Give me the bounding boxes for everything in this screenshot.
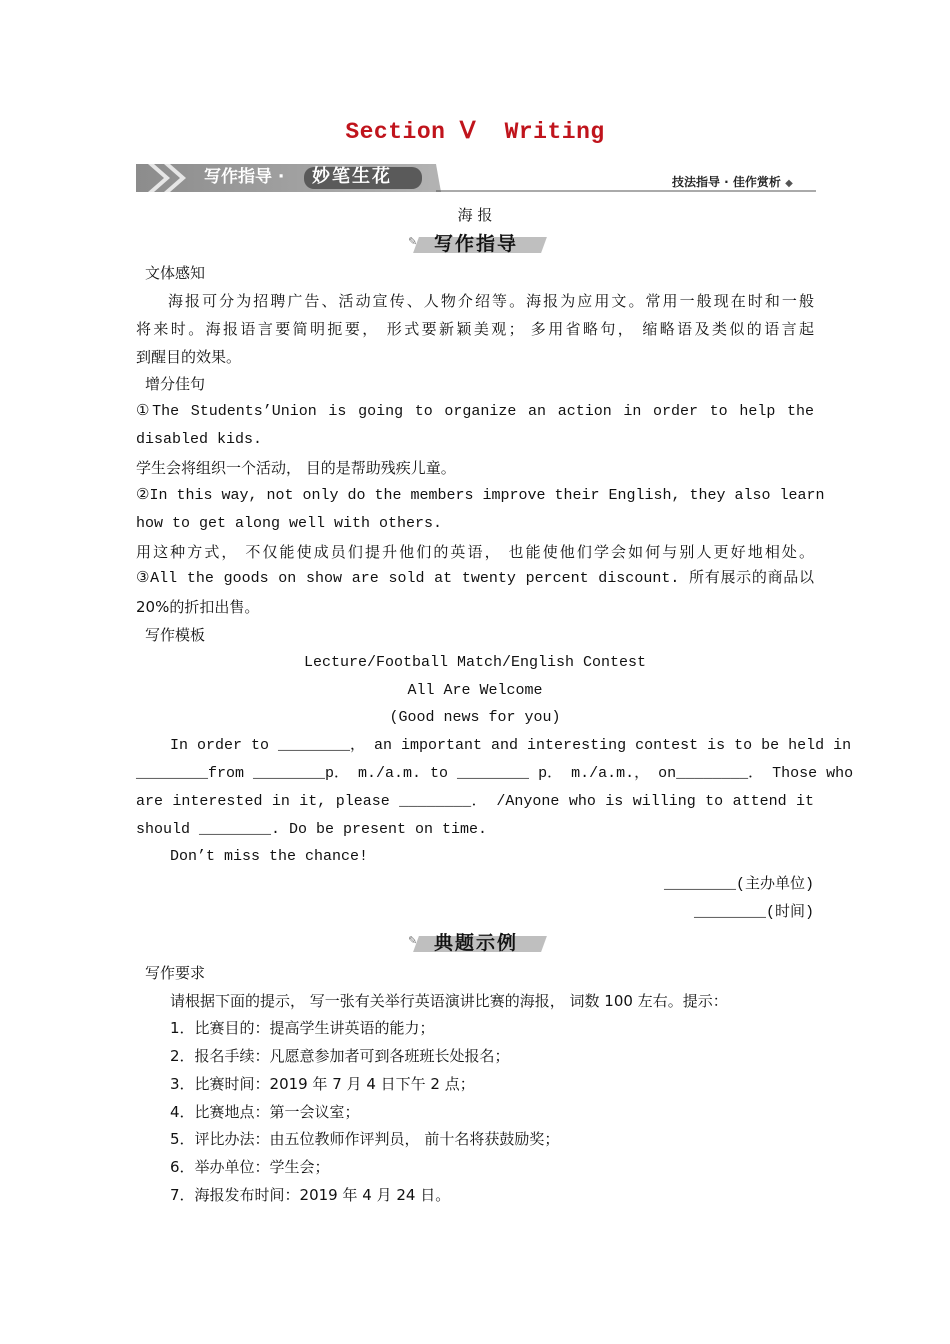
banner-right-text: 技法指导 · 佳作赏析 — [672, 175, 781, 189]
genre-line: 将来时。海报语言要简明扼要， 形式要新颖美观； 多用省略句， 缩略语及类似的语言起 — [136, 320, 814, 338]
template-closing: Don’t miss the chance! — [170, 848, 369, 865]
sentence-line: disabled kids. — [136, 431, 263, 448]
requirement-item: 6．举办单位：学生会； — [170, 1158, 330, 1176]
requirement-item: 1．比赛目的：提高学生讲英语的能力； — [170, 1019, 435, 1037]
requirement-item: 3．比赛时间：2019 年 7 月 4 日下午 2 点； — [170, 1075, 475, 1093]
sentence-line: how to get along well with others. — [136, 515, 443, 532]
template-sign: ________(时间) — [693, 904, 814, 921]
guide-heading — [408, 231, 544, 257]
topic-title: 海 报 — [457, 206, 493, 224]
banner-highlight-label: 妙笔生花 — [312, 166, 392, 187]
genre-label: 文体感知 — [145, 264, 206, 282]
requirement-item: 5．评比办法：由五位教师作评判员， 前十名将获鼓励奖； — [170, 1130, 560, 1148]
template-body-line: In order to ________， an important and interesting contest is to be held in — [170, 737, 852, 754]
genre-line: 海报可分为招聘广告、活动宣传、人物介绍等。海报为应用文。常用一般现在时和一般 — [168, 292, 814, 310]
genre-line: 到醒目的效果。 — [136, 348, 242, 366]
guide-heading-text: 写作指导 — [433, 233, 518, 255]
sentence-line: 学生会将组织一个活动， 目的是帮助残疾儿童。 — [136, 459, 456, 477]
sentence-line: ①The Students’Union is going to organize an action in order to help the — [136, 403, 814, 420]
banner-left-label: 写作指导 · — [204, 167, 285, 187]
template-title-line: (Good news for you) — [389, 709, 561, 726]
sentence-line: ②In this way, not only do the members improve their English, they also learn — [136, 487, 825, 504]
sentence-line: 20%的折扣出售。 — [136, 598, 260, 616]
template-sign: ________(主办单位) — [663, 876, 814, 893]
requirement-label: 写作要求 — [145, 964, 206, 982]
template-body-line: ________from ________p． m./a.m. to ________ p． m./a.m.， on________． Those who — [136, 765, 854, 782]
requirement-item: 7．海报发布时间：2019 年 4 月 24 日。 — [170, 1186, 451, 1204]
diamond-icon: ◆ — [785, 178, 793, 189]
requirement-intro: 请根据下面的提示， 写一张有关举行英语演讲比赛的海报， 词数 100 左右。提示： — [170, 992, 728, 1010]
example-heading — [408, 930, 544, 956]
template-body-line: are interested in it, please ________． /Anyone who is willing to attend it — [136, 793, 814, 810]
sentence-line: ③All the goods on show are sold at twenty percent discount. 所有展示的商品以 — [136, 570, 814, 587]
template-body-line: should ________. Do be present on time. — [136, 821, 488, 838]
banner-right-label — [672, 173, 793, 190]
pen-icon: ✎ — [408, 235, 418, 248]
template-title-line: Lecture/Football Match/English Contest — [303, 654, 647, 671]
sentences-label: 增分佳句 — [145, 375, 206, 393]
requirement-item: 2．报名手续：凡愿意参加者可到各班班长处报名； — [170, 1047, 510, 1065]
requirement-item: 4．比赛地点：第一会议室； — [170, 1103, 360, 1121]
template-title-line: All Are Welcome — [407, 682, 543, 699]
sentence-line: 用这种方式， 不仅能使成员们提升他们的英语， 也能使他们学会如何与别人更好地相处。 — [136, 543, 814, 561]
template-label: 写作模板 — [145, 626, 206, 644]
example-heading-text: 典题示例 — [433, 932, 518, 954]
pen-icon: ✎ — [408, 934, 418, 947]
page-title: Section Ⅴ Writing — [345, 119, 605, 145]
